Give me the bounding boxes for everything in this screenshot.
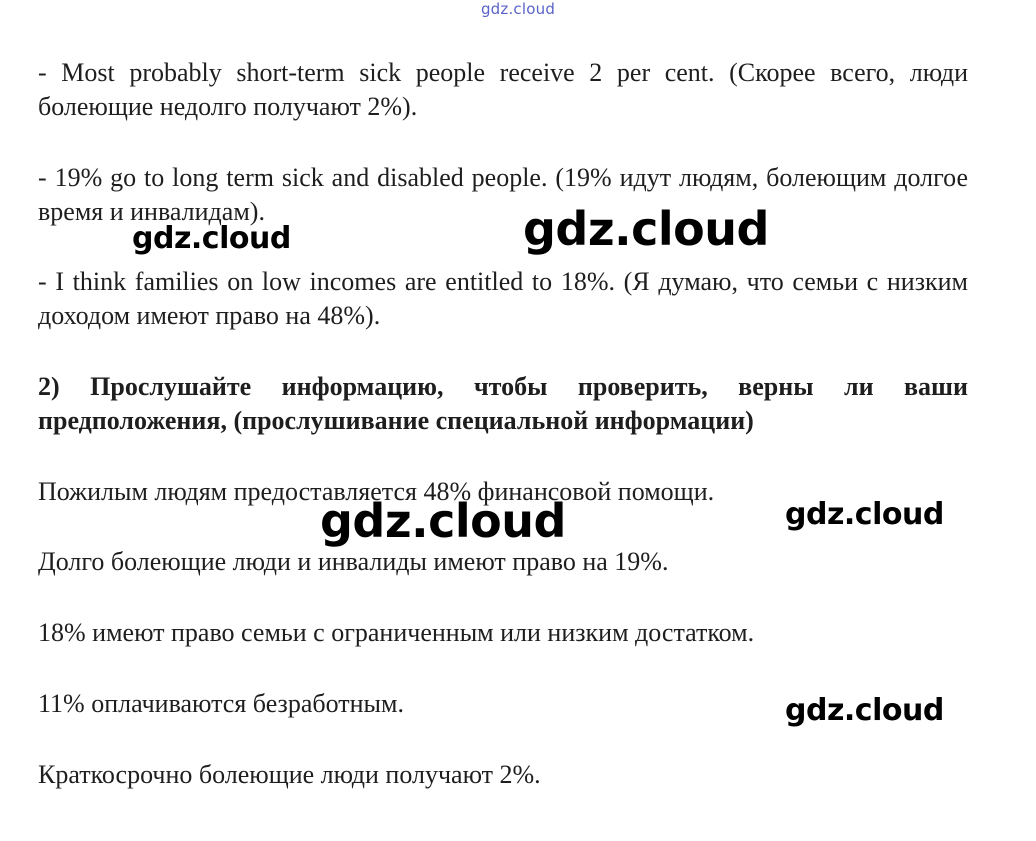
answer-short-term-sick: Краткосрочно болеющие люди получают 2%. [38, 760, 541, 789]
answer-long-term-sick: Долго болеющие люди и инвалиды имеют право на 19%. [38, 547, 669, 576]
paragraph-low-income-families: - I think families on low incomes are entitled to 18%. (Я думаю, что семьи с низким доходом имеют право на 48%). [38, 267, 968, 330]
paragraph-long-term-sick: - 19% go to long term sick and disabled people. (19% идут людям, болеющим долгое время и инвалидам). [38, 163, 968, 226]
answer-low-income: 18% имеют право семьи с ограниченным или низким достатком. [38, 618, 755, 647]
answer-unemployed: 11% оплачиваются безработным. [38, 689, 404, 718]
watermark-logo: gdz.cloud [523, 202, 769, 256]
watermark-logo: gdz.cloud [785, 693, 944, 728]
watermark-logo: gdz.cloud [785, 497, 944, 532]
section-heading: 2) Прослушайте информацию, чтобы проверить, верны ли ваши предположения, (прослушивание специальной информации) [38, 372, 968, 435]
top-watermark: gdz.cloud [480, 0, 556, 18]
paragraph-short-term-sick: - Most probably short-term sick people receive 2 per cent. (Скорее всего, люди болеющие недолго получают 2%). [38, 58, 968, 121]
answer-elderly: Пожилым людям предоставляется 48% финансовой помощи. [38, 477, 715, 506]
watermark-logo: gdz.cloud [320, 494, 566, 548]
watermark-logo: gdz.cloud [132, 221, 291, 256]
